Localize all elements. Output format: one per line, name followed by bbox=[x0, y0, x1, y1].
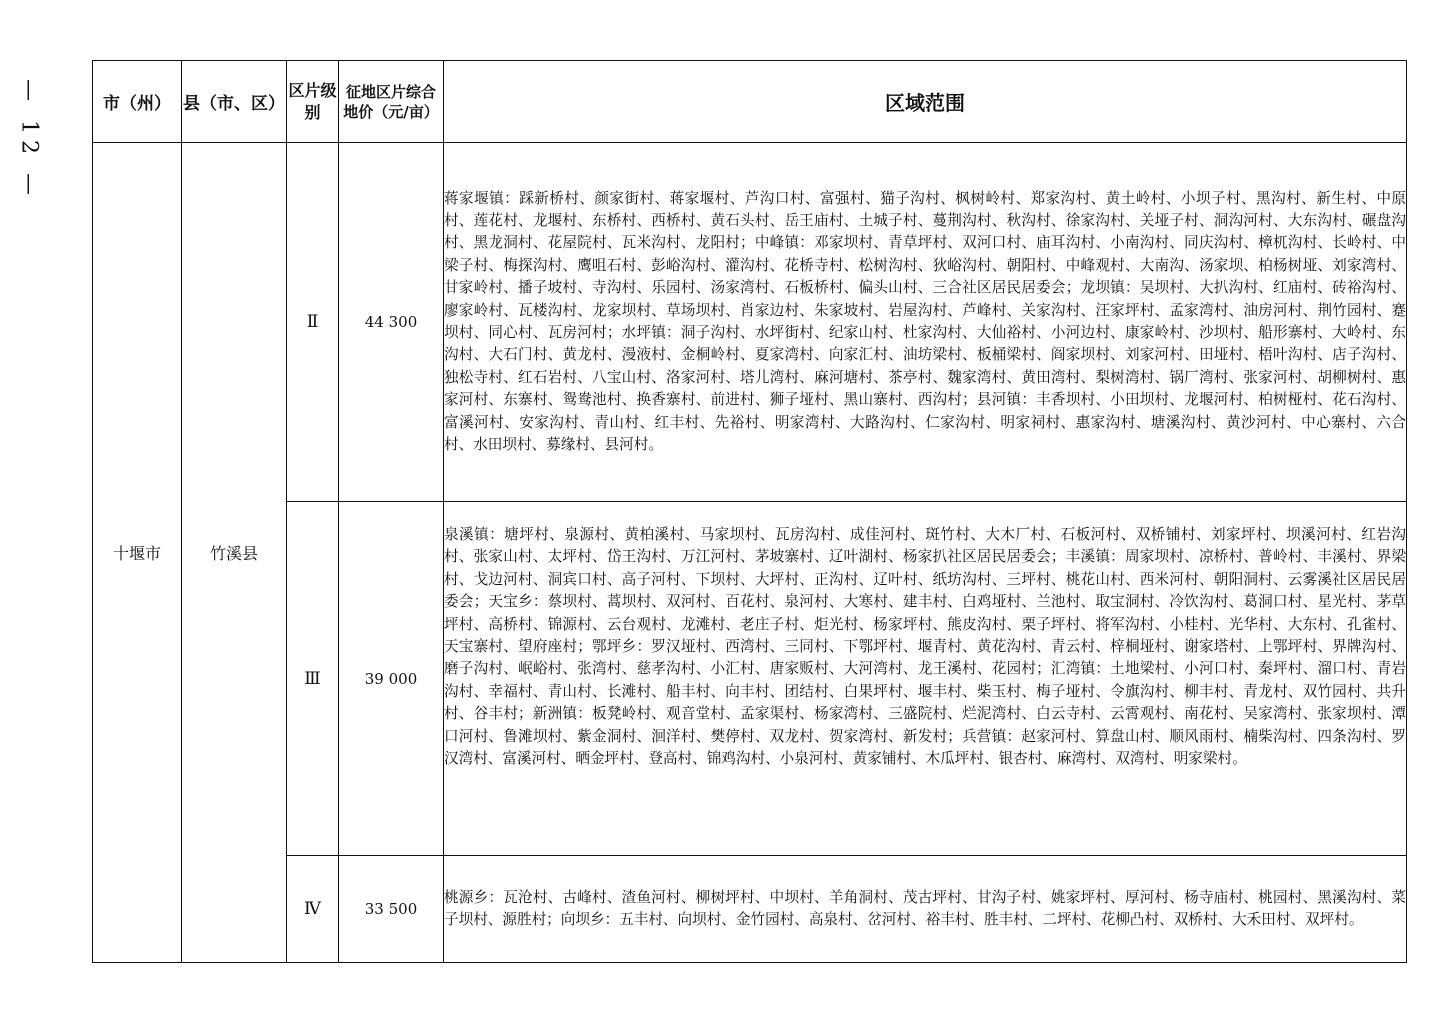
area-cell: 蒋家堰镇：踩新桥村、颜家街村、蒋家堰村、芦沟口村、富强村、猫子沟村、枫树岭村、郑家沟村、黄土岭村、小坝子村、黑沟村、新生村、中原村、莲花村、龙堰村、东桥村、西桥村、黄石头村、岳王庙村、土城子村、蔓荆沟村、秋沟村、徐家沟村、关垭子村、洞沟河村、大东沟村、碾盘沟村、黑龙洞村、花屋院村、瓦米沟村、龙阳村；中峰镇：邓家坝村、青草坪村、双河口村、庙耳沟村、小南沟村、同庆沟村、樟杌沟村、长岭村、中梁子村、梅探沟村、鹰咀石村、彭峪沟村、灌沟村、花桥寺村、松树沟村、狄峪沟村、朝阳村、中峰观村、大南沟、汤家坝、柏杨树垭、刘家湾村、甘家岭村、播子坡村、寺沟村、乐园村、汤家湾村、石板桥村、偏头山村、三合社区居民居委会；龙坝镇：吴坝村、大扒沟村、红庙村、砖裕沟村、廖家岭村、瓦楼沟村、龙家坝村、草场坝村、肖家边村、朱家坡村、岩屋沟村、芦峰村、关家沟村、汪家坪村、孟家湾村、油房河村、荆竹园村、蹇坝村、同心村、瓦房河村；水坪镇：洞子沟村、水坪街村、纪家山村、杜家沟村、大仙裕村、小河边村、康家岭村、沙坝村、船形寨村、大岭村、东沟村、大石门村、黄龙村、漫液村、金桐岭村、夏家湾村、向家汇村、油坊梁村、板桶梁村、阎家坝村、刘家河村、田垭村、梧叶沟村、店子沟村、独松寺村、红石岩村、八宝山村、洛家河村、塔儿湾村、麻河塘村、茶亭村、魏家湾村、黄田湾村、梨树湾村、锅厂湾村、张家河村、胡柳树村、惠家河村、东寨村、鸳鸯池村、换香寨村、前进村、狮子垭村、黑山寨村、西沟村；县河镇：丰香坝村、小田坝村、龙堰河村、柏树桠村、花石沟村、富溪河村、安家沟村、青山村、红丰村、先裕村、明家湾村、大路沟村、仁家沟村、明家祠村、惠家沟村、塘溪沟村、黄沙河村、中心寨村、六合村、水田坝村、募缘村、县河村。 bbox=[444, 143, 1407, 502]
county-cell: 竹溪县 bbox=[182, 143, 287, 963]
price-cell: 33 500 bbox=[339, 856, 444, 963]
level-cell: Ⅲ bbox=[287, 502, 339, 856]
city-cell: 十堰市 bbox=[93, 143, 182, 963]
table-row bbox=[93, 143, 1407, 502]
area-cell: 桃源乡：瓦沧村、古峰村、渣鱼河村、柳树坪村、中坝村、羊角洞村、茂古坪村、甘沟子村、姚家坪村、厚河村、杨寺庙村、桃园村、黑溪沟村、菜子坝村、源胜村；向坝乡：五丰村、向坝村、金竹园村、高泉村、岔河村、裕丰村、胜丰村、二坪村、花柳凸村、双桥村、大禾田村、双坪村。 bbox=[444, 856, 1407, 963]
area-cell: 泉溪镇：塘坪村、泉源村、黄柏溪村、马家坝村、瓦房沟村、成佳河村、斑竹村、大木厂村、石板河村、双桥铺村、刘家坪村、坝溪河村、红岩沟村、张家山村、太坪村、岱王沟村、万江河村、茅坡寨村、辽叶湖村、杨家扒社区居民居委会；丰溪镇：周家坝村、凉桥村、普岭村、丰溪村、界梁村、戈边河村、洞宾口村、高子河村、下坝村、大坪村、正沟村、辽叶村、纸坊沟村、三坪村、桃花山村、西米河村、朝阳洞村、云雾溪社区居民居委会；天宝乡：蔡坝村、蒿坝村、双河村、百花村、泉河村、大寒村、建丰村、白鸡垭村、兰池村、取宝洞村、冷饮沟村、葛洞口村、星光村、茅草坪村、高桥村、锦源村、云台观村、龙滩村、老庄子村、炬光村、杨家坪村、熊皮沟村、栗子坪村、将军沟村、小桂村、光华村、大东村、孔雀村、天宝寨村、望府座村；鄂坪乡：罗汉垭村、西湾村、三同村、下鄂坪村、堰青村、黄花沟村、青云村、梓桐垭村、谢家塔村、上鄂坪村、界牌沟村、磨子沟村、岷峪村、张湾村、慈孝沟村、小汇村、唐家贩村、大河湾村、龙王溪村、花园村；汇湾镇：土地梁村、小河口村、秦坪村、溜口村、青岩沟村、幸福村、青山村、长滩村、船丰村、向丰村、团结村、白果坪村、堰丰村、柴玉村、梅子垭村、令旗沟村、柳丰村、青龙村、双竹园村、共升村、谷丰村；新洲镇：板凳岭村、观音堂村、孟家渠村、杨家湾村、三盛院村、烂泥湾村、白云寺村、云霄观村、南花村、吴家湾村、张家坝村、潭口河村、鲁滩坝村、紫金洞村、洄洋村、樊停村、双龙村、贺家湾村、新发村；兵营镇：赵家河村、算盘山村、顺风雨村、楠柴沟村、四条沟村、罗汉湾村、富溪河村、晒金坪村、登高村、锦鸡沟村、小泉河村、黄家铺村、木瓜坪村、银杏村、麻湾村、双湾村、明家梁村。 bbox=[444, 502, 1407, 856]
table-row bbox=[93, 856, 1407, 963]
header-price: 征地区片综合地价（元/亩） bbox=[339, 61, 444, 143]
header-county: 县（市、区） bbox=[182, 61, 287, 143]
price-cell: 39 000 bbox=[339, 502, 444, 856]
level-cell: Ⅱ bbox=[287, 143, 339, 502]
level-cell: Ⅳ bbox=[287, 856, 339, 963]
table-header-row bbox=[93, 61, 1407, 143]
header-level: 区片级别 bbox=[287, 61, 339, 143]
land-price-table bbox=[92, 60, 1407, 963]
price-cell: 44 300 bbox=[339, 143, 444, 502]
header-city: 市（州） bbox=[93, 61, 182, 143]
page-number: — 12 — bbox=[16, 79, 42, 201]
table-row bbox=[93, 502, 1407, 856]
header-area: 区域范围 bbox=[444, 61, 1407, 143]
